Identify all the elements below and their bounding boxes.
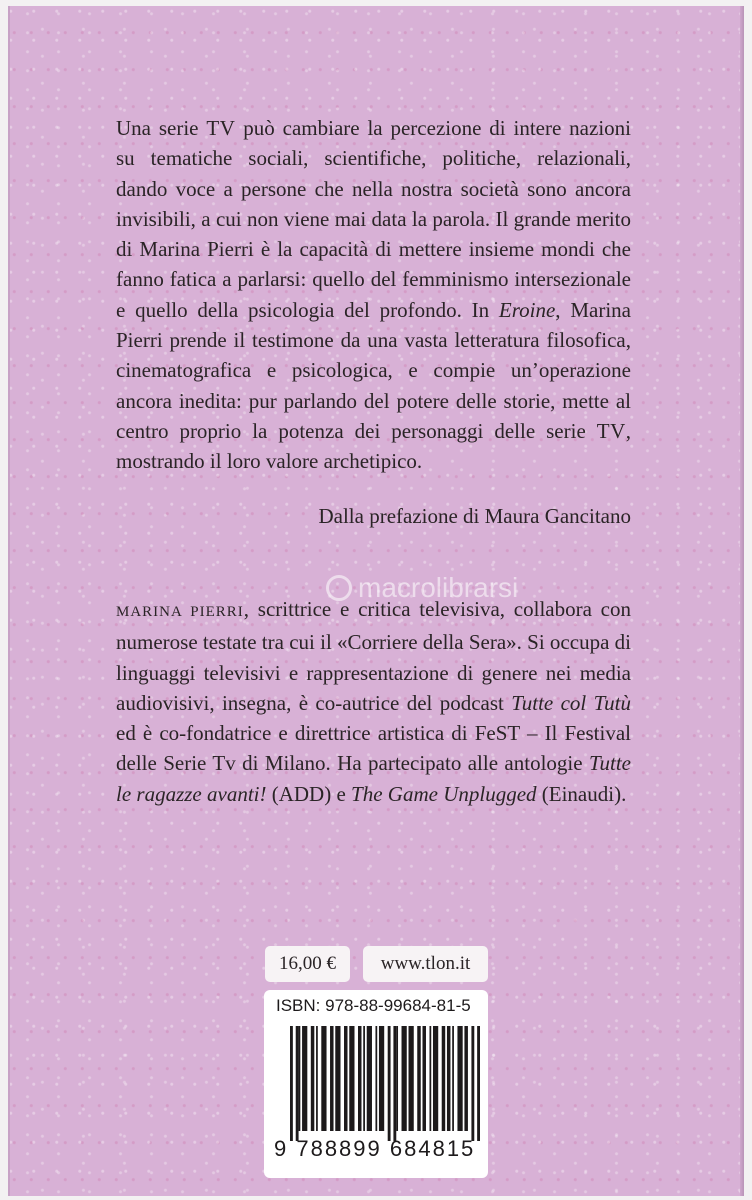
barcode-bar xyxy=(344,1026,347,1131)
watermark-text: macrolibrarsi xyxy=(358,572,519,603)
barcode-bar xyxy=(396,1026,398,1131)
barcode-bar xyxy=(299,1026,301,1131)
barcode-guard-bar xyxy=(290,1026,293,1141)
barcode-guard-bar xyxy=(393,1026,396,1141)
barcode-bar xyxy=(367,1026,372,1131)
barcode-guard-bar xyxy=(296,1026,299,1141)
bio-text: ed è co-fondatrice e direttrice artistica di FeST – Il Festival delle Serie Tv di Milano. Ha partecipato alle antologie xyxy=(116,721,631,776)
barcode-bar xyxy=(311,1026,314,1131)
barcode-bar xyxy=(379,1026,384,1131)
blurb-paragraph xyxy=(116,113,631,477)
barcode-bar xyxy=(433,1026,438,1131)
bio-text: (ADD) e xyxy=(266,781,352,806)
barcode-bar xyxy=(464,1026,467,1131)
barcode-bar xyxy=(335,1026,340,1131)
barcode-bar xyxy=(358,1026,361,1131)
barcode-guard-bar xyxy=(388,1026,391,1141)
barcode-guard-bar xyxy=(477,1026,480,1141)
bio-text: , scrittrice e critica televisiva, collabora con numerose testate tra cui il «Corriere della Sera». Si occupa di linguaggi televisivi e rappresentazione di genere nei media audiovisivi, insegna, è co-autrice del podcast xyxy=(116,597,631,715)
barcode-bar xyxy=(302,1026,307,1131)
blurb-text: , mostrando il loro valore archetipico. xyxy=(116,418,631,474)
barcode-bar xyxy=(330,1026,333,1131)
barcode-bar xyxy=(422,1026,425,1131)
cover-edge xyxy=(740,6,744,1196)
barcode-guard-bar xyxy=(471,1026,474,1141)
publisher-website: www.tlon.it xyxy=(363,946,488,982)
barcode-bar xyxy=(409,1026,414,1131)
barcode-bar xyxy=(321,1026,326,1131)
blurb-tv: TV xyxy=(206,116,236,140)
blurb-text: Una serie xyxy=(116,116,207,140)
bio-text: (Einaudi). xyxy=(536,781,627,806)
barcode-bar xyxy=(375,1026,377,1131)
barcode-bar xyxy=(316,1026,318,1131)
blurb-text: può cambiare la percezione di intere nazioni su tematiche sociali, scientifiche, politiche, relazionali, dando voce a persone che nella nostra società sono ancora invisibili, a cui non viene mai data la parola. Il grande merito di Marina Pierri è la capacità di mettere insieme mondi che fanno fatica a parlarsi: quello del femminismo intersezionale e quello della psicologia del profondo. In xyxy=(116,116,631,322)
barcode-bar xyxy=(417,1026,420,1131)
barcode-bar xyxy=(452,1026,454,1131)
anthology-title: Tutte le ragazze avanti! xyxy=(116,751,631,806)
barcode-bar xyxy=(349,1026,354,1131)
author-name: MARINA PIERRI xyxy=(116,604,244,620)
podcast-title: Tutte col Tutù xyxy=(511,690,631,715)
blurb-tv: TV xyxy=(596,418,626,443)
barcode-icon xyxy=(290,1026,480,1141)
barcode-bar xyxy=(447,1026,450,1131)
barcode-bar xyxy=(457,1026,462,1131)
blurb-text: , Marina Pierri prende il testimone da una vasta letteratura filosofica, cinematografica e psicologica, e compie un’operazione ancora inedita: pur parlando del potere delle storie, mette al centro proprio la potenza dei personaggi delle serie xyxy=(116,297,631,443)
isbn-label: ISBN: 978-88-99684-81-5 xyxy=(276,996,471,1015)
barcode-bar xyxy=(429,1026,431,1131)
book-back-cover xyxy=(8,6,744,1196)
ean-digits: 9 788899 684815 xyxy=(274,1136,476,1161)
barcode-bar xyxy=(363,1026,365,1131)
barcode-bar xyxy=(402,1026,407,1131)
author-bio xyxy=(116,594,631,809)
book-title-eroine: Eroine xyxy=(498,297,556,322)
price-label: 16,00 € xyxy=(265,946,350,982)
barcode-panel xyxy=(264,990,488,1178)
barcode-bar xyxy=(442,1026,445,1131)
preface-attribution: Dalla prefazione di Maura Gancitano xyxy=(318,504,631,528)
anthology-title: The Game Unplugged xyxy=(351,781,537,806)
